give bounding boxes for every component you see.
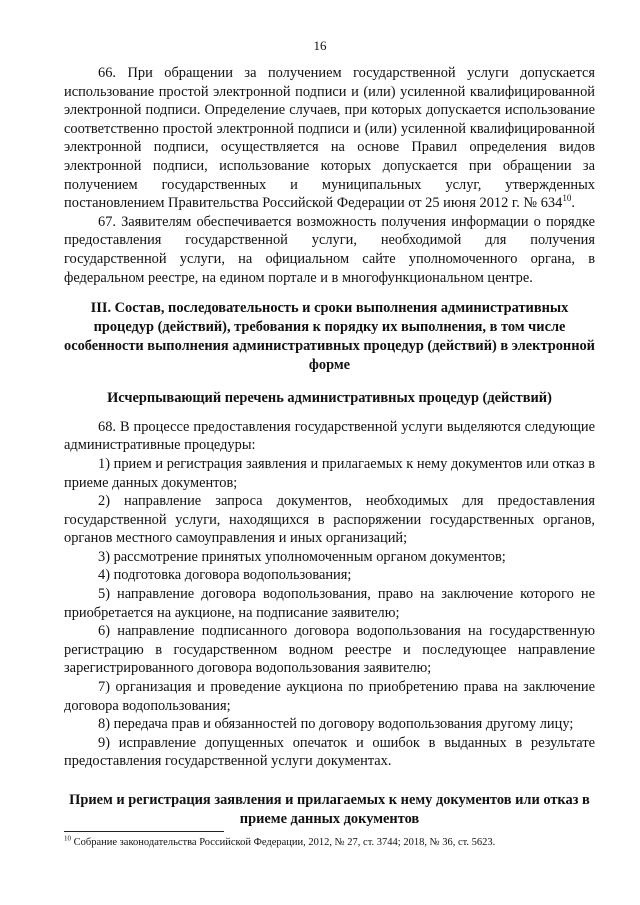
procedure-item-8: 8) передача прав и обязанностей по договору водопользования другому лицу; bbox=[98, 716, 574, 733]
footnote-mark: 10 bbox=[64, 834, 71, 843]
procedure-item-9: 9) исправление допущенных опечаток и ошибок в выданных в результате предоставления государственной услуги документах. bbox=[64, 734, 595, 770]
footnote bbox=[64, 836, 595, 849]
paragraph-68: 68. В процессе предоставления государственной услуги выделяются следующие административные процедуры: bbox=[64, 418, 595, 454]
procedure-item-3: 3) рассмотрение принятых уполномоченным органом документов; bbox=[98, 548, 506, 565]
procedure-heading: Прием и регистрация заявления и прилагаемых к нему документов или отказ в приеме данных документов bbox=[69, 792, 590, 827]
footnote-text: Собрание законодательства Российской Федерации, 2012, № 27, ст. 3744; 2018, № 36, ст. 5623. bbox=[73, 837, 496, 848]
paragraph-67: 67. Заявителям обеспечивается возможность получения информации о порядке предоставления государственной услуги, необходимой для получения государственной услуги, на официальном сайте уполномоченного органа, в федеральном реестре, на едином портале и в многофункциональном центре. bbox=[64, 213, 595, 286]
procedure-item-4: 4) подготовка договора водопользования; bbox=[98, 567, 352, 584]
section-heading: III. Состав, последовательность и сроки выполнения административных процедур (действий), требования к порядку их выполнения, в том числе особенности выполнения административных процедур (действий) в электронной форме bbox=[64, 300, 595, 374]
procedure-item-7: 7) организация и проведение аукциона по приобретению права на заключение договора водопользования; bbox=[64, 679, 595, 714]
paragraph-66-text: 66. При обращении за получением государственной услуги допускается использование простой электронной подписи и (или) усиленной квалифицированной электронной подписи. Определение случаев, при которых допускается использование соответственно простой электронной подписи и (или) усиленной квалифицированной электронной подписи, осуществляется на основе Правил определения видов электронной подписи, использование которых допускается при обращении за получением государственных и муниципальных услуг, утвержденных постановлением Правительства Российской Федерации от 25 июня 2012 г. № 634 bbox=[64, 65, 595, 212]
page-number: 16 bbox=[313, 38, 327, 53]
subheading: Исчерпывающий перечень административных процедур (действий) bbox=[107, 390, 552, 407]
procedure-item-6: 6) направление подписанного договора водопользования на государственную регистрацию в государственном водном реестре и последующее направление зарегистрированного договора водопользования заявителю; bbox=[64, 623, 595, 677]
footnote-divider bbox=[64, 831, 224, 832]
procedure-item-2: 2) направление запроса документов, необходимых для предоставления государственной услуги, находящихся в распоряжении государственных органов, органов местного самоуправления и иных организаций; bbox=[64, 493, 595, 547]
document-body bbox=[64, 64, 595, 829]
paragraph-66-end: . bbox=[571, 195, 575, 212]
procedure-item-5: 5) направление договора водопользования, право на заключение которого не приобретается на аукционе, на подписание заявителю; bbox=[64, 586, 595, 621]
footnote-reference[interactable]: 10 bbox=[562, 193, 572, 204]
paragraph-66 bbox=[64, 64, 595, 213]
procedure-item-1: 1) прием и регистрация заявления и прилагаемых к нему документов или отказ в приеме данных документов; bbox=[64, 455, 595, 491]
